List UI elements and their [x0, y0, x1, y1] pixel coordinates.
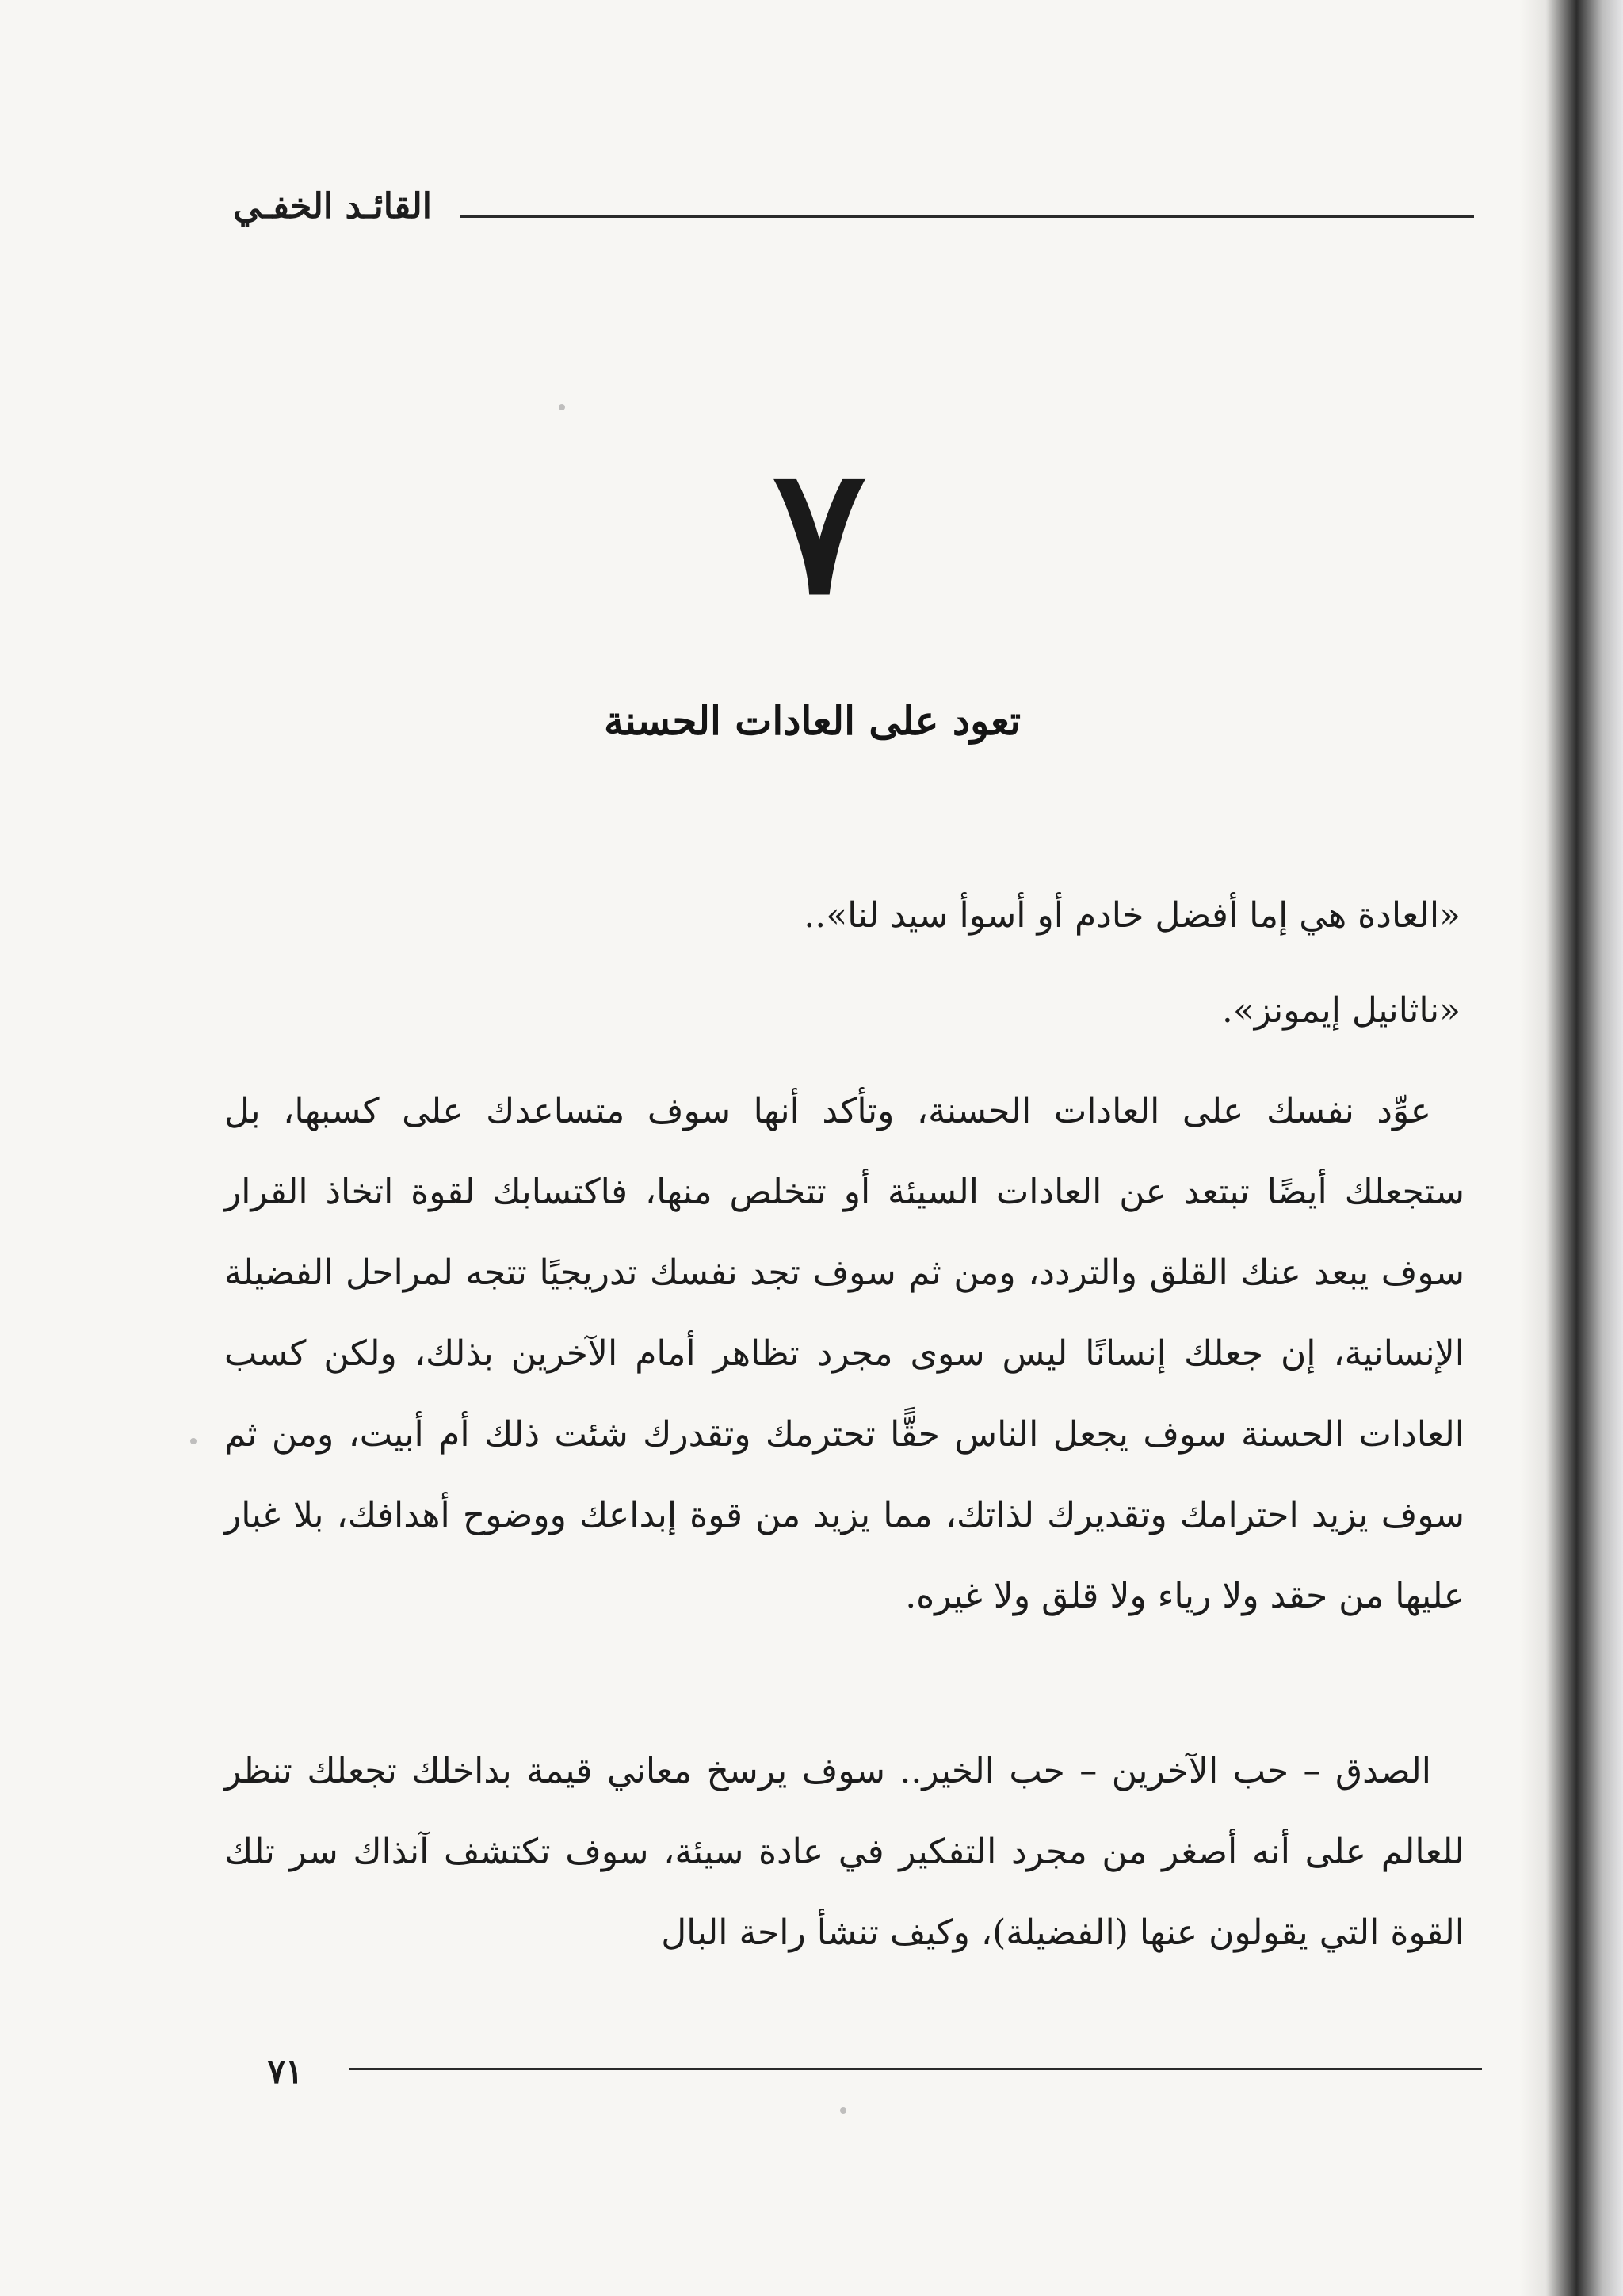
- running-header-title: القائـد الخفـي: [233, 186, 432, 227]
- scan-speck: [190, 1438, 197, 1444]
- header-rule: [460, 215, 1474, 218]
- chapter-number: ٧: [772, 428, 867, 633]
- epigraph-author: «ناثانيل إيمونز».: [1221, 990, 1461, 1031]
- epigraph-quote: «العادة هي إما أفضل خادم أو أسوأ سيد لنا»..: [804, 895, 1461, 936]
- footer-rule: [349, 2068, 1482, 2070]
- scan-speck: [840, 2107, 846, 2114]
- page-binding-edge: [1520, 0, 1623, 2296]
- scan-speck: [559, 404, 565, 410]
- page-number: ٧١: [267, 2052, 304, 2091]
- body-paragraph-2: الصدق – حب الآخرين – حب الخير.. سوف يرسخ معاني قيمة بداخلك تجعلك تنظر للعالم على أنه أصغر من مجرد التفكير في عادة سيئة، سوف تكتشف آنذاك سر تلك القوة التي يقولون عنها (الفضيلة)، وكيف تنشأ راحة البال: [224, 1751, 1465, 1953]
- chapter-title: تعود على العادات الحسنة: [603, 697, 1022, 744]
- body-paragraph-1: عوِّد نفسك على العادات الحسنة، وتأكد أنها سوف متساعدك على كسبها، بل ستجعلك أيضًا تبتعد عن العادات السيئة أو تتخلص منها، فاكتسابك لقوة اتخاذ القرار سوف يبعد عنك القلق والتردد، ومن ثم سوف تجد نفسك تدريجيًا تتجه لمراحل الفضيلة الإنسانية، إن جعلك إنسانًا ليس سوى مجرد تظاهر أمام الآخرين بذلك، ولكن كسب العادات الحسنة سوف يجعل الناس حقًّا تحترمك وتقدرك شئت ذلك أم أبيت، ومن ثم سوف يزيد احترامك وتقديرك لذاتك، مما يزيد من قوة إبداعك ووضوح أهدافك، بلا غبار عليها من حقد ولا رياء ولا قلق ولا غيره.: [224, 1091, 1465, 1616]
